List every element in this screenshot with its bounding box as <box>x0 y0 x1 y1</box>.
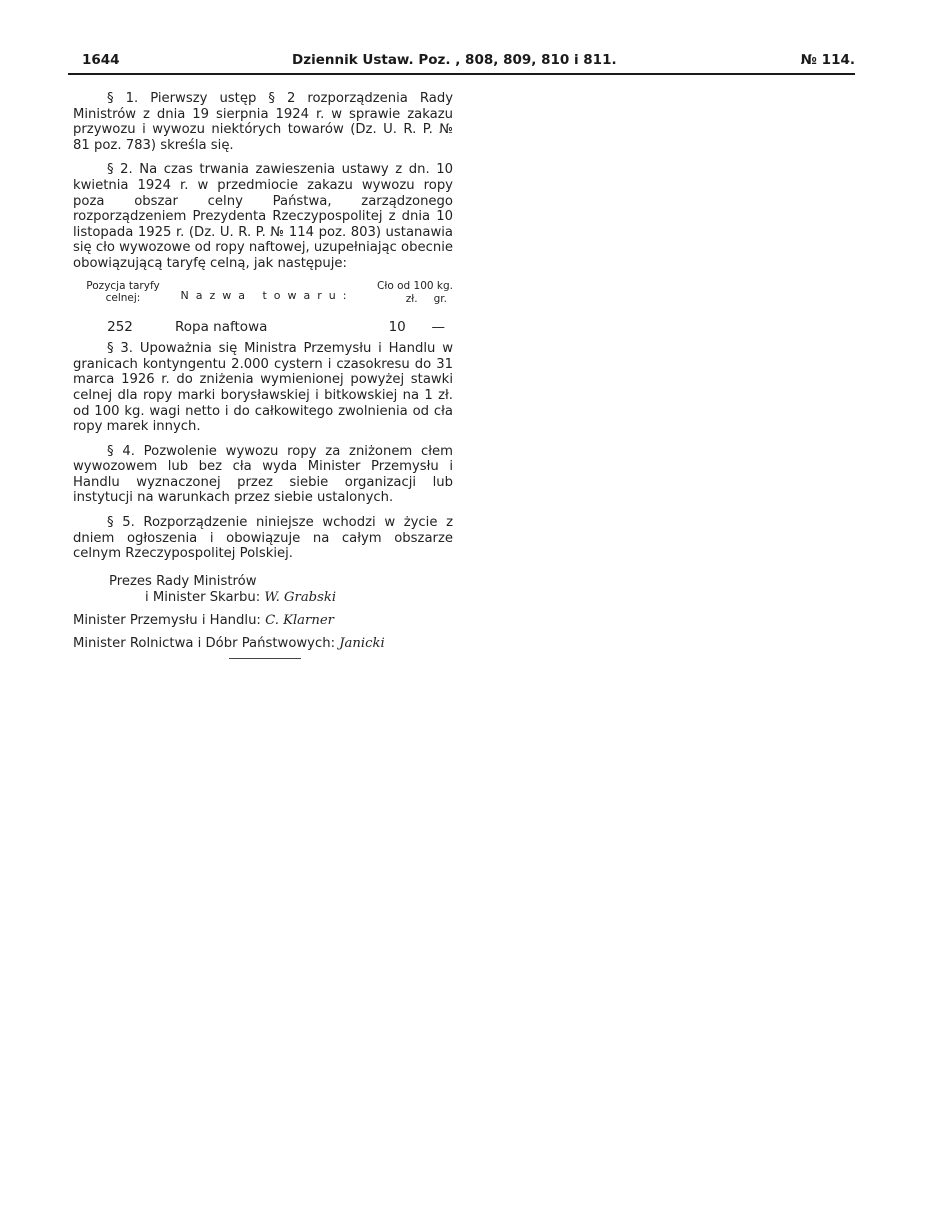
issue-number: № 114. <box>800 52 855 68</box>
row-gr: — <box>431 318 445 335</box>
page-number: 1644 <box>82 52 120 68</box>
signature-2-name: W. Grabski <box>264 589 337 605</box>
col-duty-label: Cło od 100 kg. <box>377 279 453 292</box>
row-name: Ropa naftowa <box>175 318 268 335</box>
signature-block <box>73 574 453 659</box>
col-name-header: Nazwa towaru: <box>180 288 354 302</box>
tariff-table-header <box>73 280 453 306</box>
header-rule <box>68 73 855 75</box>
signature-line-1: Prezes Rady Ministrów <box>109 573 257 589</box>
paragraph-1: § 1. Pierwszy ustęp § 2 rozporządzenia Rady Ministrów z dnia 19 sierpnia 1924 r. w sprawie zakazu przywozu i wywozu niektórych towarów (Dz. U. R. P. № 81 poz. 783) skreśla się. <box>73 91 453 153</box>
signature-line-4 <box>73 636 453 652</box>
col-position-header: Pozycja taryfy celnej: <box>86 279 160 304</box>
table-row <box>73 306 453 336</box>
paragraph-4: § 4. Pozwolenie wywozu ropy za zniżonem cłem wywozowem lub bez cła wyda Minister Przemysłu i Handlu wyznaczonej przez siebie organizacji lub instytucji na warunkach przez siebie ustalonych. <box>73 443 453 506</box>
paragraph-2: § 2. Na czas trwania zawieszenia ustawy z dn. 10 kwietnia 1924 r. w przedmiocie zakazu wywozu ropy poza obszar celny Państwa, zarządzonego rozporządzeniem Prezydenta Rzeczypospolitej z dnia 10 listopada 1925 r. (Dz. U. R. P. № 114 poz. 803) ustanawia się cło wywozowe od ropy naftowej, uzupełniając obecnie obowiązującą taryfę celną, jak następuje: <box>73 162 453 271</box>
col-duty-header <box>361 280 453 306</box>
text-column <box>73 91 453 659</box>
journal-title: Dziennik Ustaw. Poz. , 808, 809, 810 i 811. <box>292 52 617 68</box>
row-zl: 10 <box>388 318 406 335</box>
signature-line-3 <box>73 613 453 629</box>
signature-3-name: C. Klarner <box>265 612 334 628</box>
unit-gr: gr. <box>433 292 447 305</box>
tariff-table <box>73 280 453 336</box>
unit-zl: zł. <box>405 292 418 305</box>
signature-3-label: Minister Przemysłu i Handlu: <box>73 612 261 628</box>
row-position: 252 <box>107 318 133 335</box>
signature-2-label: i Minister Skarbu: <box>145 589 261 605</box>
signature-4-label: Minister Rolnictwa i Dóbr Państwowych: <box>73 635 336 651</box>
signature-4-name: Janicki <box>339 635 385 651</box>
paragraph-3: § 3. Upoważnia się Ministra Przemysłu i Handlu w granicach kontyngentu 2.000 cystern i czasokresu do 31 marca 1926 r. do zniżenia wymienionej powyżej stawki celnej dla ropy marki borysławskiej i bitkowskiej na 1 zł. od 100 kg. wagi netto i do całkowitego zwolnienia od cła ropy marek innych. <box>73 341 453 435</box>
closing-rule <box>229 658 301 659</box>
paragraph-5: § 5. Rozporządzenie niniejsze wchodzi w życie z dniem ogłoszenia i obowiązuje na całym obszarze celnym Rzeczypospolitej Polskiej. <box>73 515 453 562</box>
row-duty <box>361 306 453 336</box>
signature-line-2 <box>73 590 453 606</box>
page-header <box>82 52 855 72</box>
